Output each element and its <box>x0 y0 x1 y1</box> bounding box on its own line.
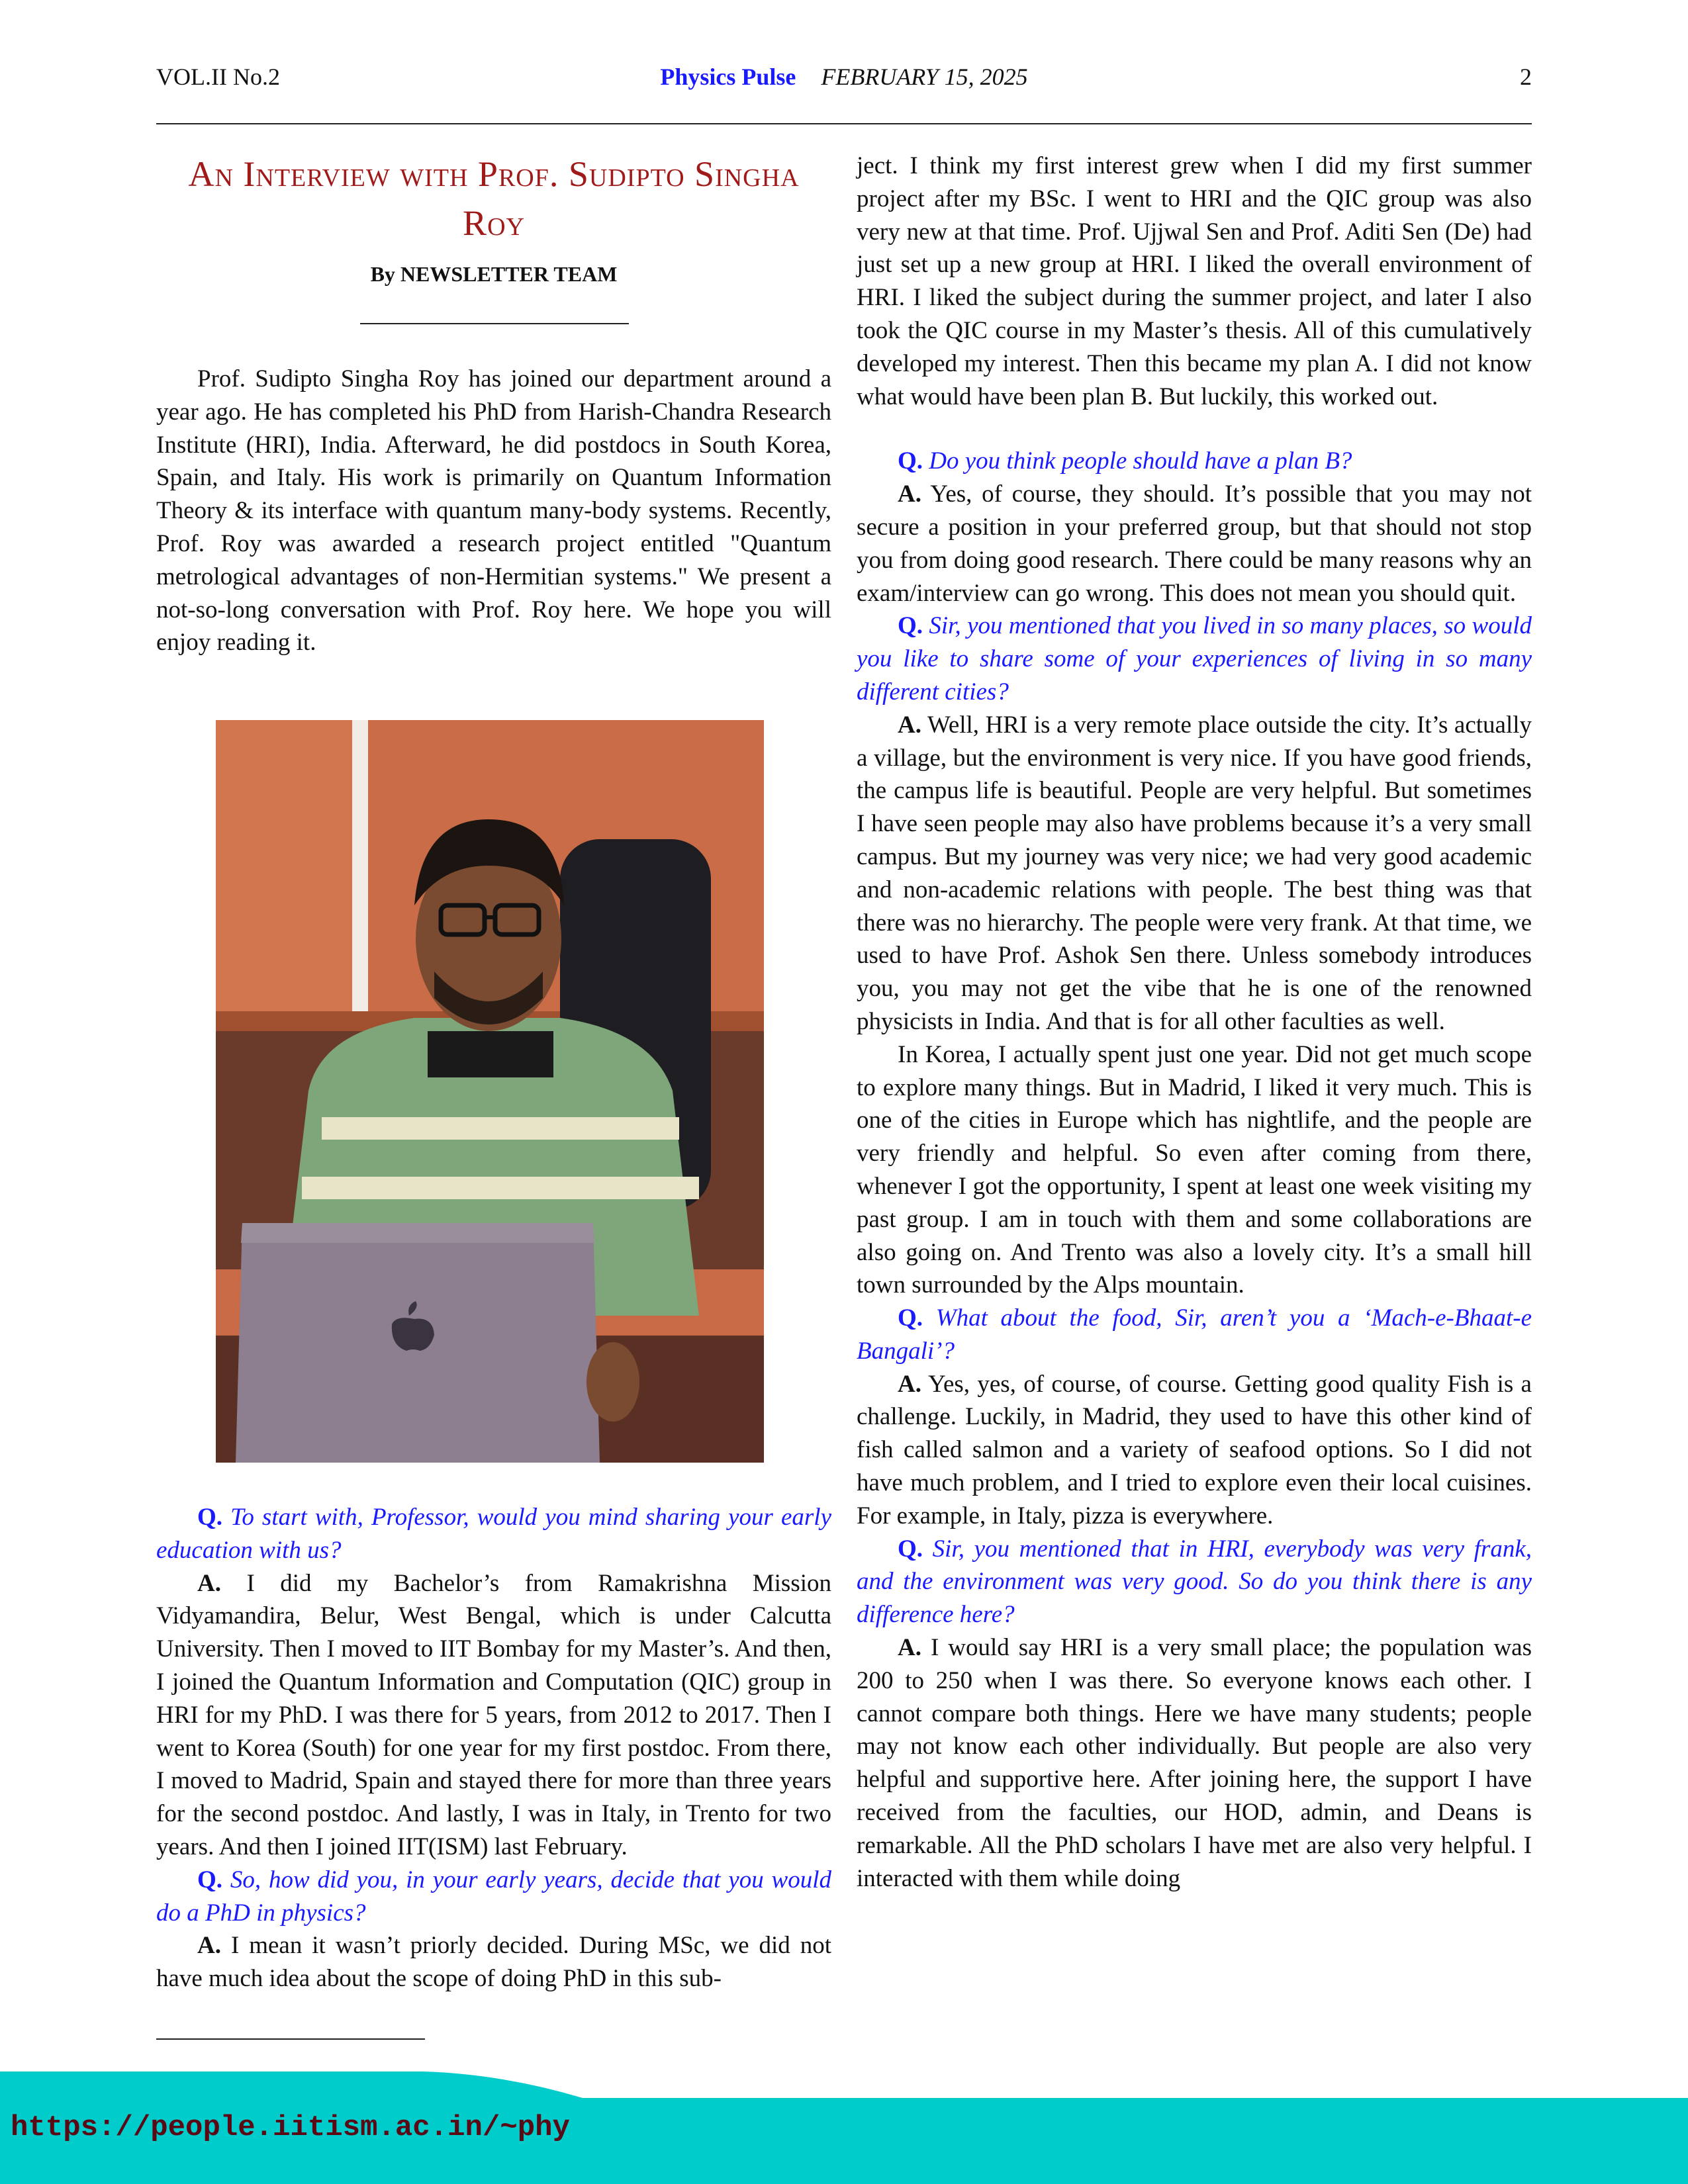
q-label: Q. <box>898 612 923 640</box>
question-hri-difference <box>857 1533 1532 1631</box>
answer-continuation: ject. I think my first interest grew when I did my first summer project after my BSc. I went to HRI and the QIC group was also very new at that time. Prof. Ujjwal Sen and Prof. Aditi Sen (De) had just set up a new group at HRI. I liked the overall environment of HRI. I liked the subject during the summer project, and later I also took the QIC course in my Master’s thesis. All of this cumulatively developed my interest. Then this became my plan A. I did not know what would have been plan B. But luckily, this worked out. <box>857 152 1532 410</box>
answer-plan-b <box>857 478 1532 610</box>
question-early-education <box>156 1501 831 1567</box>
page-number: 2 <box>1520 64 1532 90</box>
answer-text: Yes, of course, they should. It’s possible that you may not secure a position in your preferred group, but that should not stop you from doing good research. There could be many reasons why an exam/interview can go wrong. This does not mean you should quit. <box>857 480 1532 607</box>
right-column <box>857 150 1532 1895</box>
q-label: Q. <box>197 1504 223 1531</box>
question-food <box>857 1302 1532 1368</box>
answer-cities <box>857 709 1532 1038</box>
article-title: An Interview with Prof. Sudipto Singha Roy <box>188 154 800 243</box>
question-text: To start with, Professor, would you mind sharing your early education with us? <box>156 1504 832 1564</box>
question-text: What about the food, Sir, aren’t you a ‘Mach-e-Bhaat-e Bangali’? <box>857 1304 1532 1365</box>
answer-hri-difference <box>857 1631 1532 1895</box>
question-text: Do you think people should have a plan B? <box>929 447 1352 475</box>
header-divider <box>156 123 1532 124</box>
answer-text: Well, HRI is a very remote place outside the city. It’s actually a village, but the environment is very nice. If you have good friends, the campus life is beautiful. People are very helpful. But sometimes I have seen people may also have problems because it’s a very small campus. But my journey was very nice; we had very good academic and non-academic relations with people. The best thing was that there was no hierarchy. The people were very frank. At that time, we used to have Prof. Ashok Sen there. Unless somebody introduces you, you may not get the vibe that he is one of the renowned physicists in India. And that is for all other faculties as well. <box>857 711 1532 1035</box>
answer-phd-decision <box>156 1929 831 1995</box>
volume-label: VOL.II No.2 <box>156 64 280 90</box>
answer-cities-continued: In Korea, I actually spent just one year. Did not get much scope to explore many things. But in Madrid, I liked it very much. This is one of the cities in Europe which has nightlife, and the people are very friendly and helpful. So even after coming from there, whenever I got the opportunity, I spent at least one week visiting my past group. I am in touch with them and some collaborations are also going on. And Trento was also a lovely city. It’s a small hill town surrounded by the Alps mountain. <box>857 1040 1532 1299</box>
magazine-name[interactable]: Physics Pulse <box>660 64 796 90</box>
a-label: A. <box>898 1634 921 1662</box>
answer-text: I did my Bachelor’s from Ramakrishna Mission Vidyamandira, Belur, West Bengal, which is under Calcutta University. Then I moved to IIT Bombay for my Master’s. And then, I joined the Quantum Information and Computation (QIC) group in HRI for my PhD. I was there for 5 years, from 2012 to 2017. Then I went to Korea (South) for one year for my first postdoc. From there, I moved to Madrid, Spain and stayed there for more than three years for the second postdoc. And lastly, I was in Italy, in Trento for two years. And then I joined IIT(ISM) last February. <box>156 1569 831 1860</box>
answer-text: I would say HRI is a very small place; the population was 200 to 250 when I was there. So everyone knows each other. I cannot compare both things. Here we have many students; people may not know each other individually. But people are also very helpful and supportive here. After joining here, the support I have received from the faculties, our HOD, admin, and Deans is remarkable. All the PhD scholars I have met are also very helpful. I interacted with them while doing <box>857 1634 1532 1892</box>
q-label: Q. <box>197 1866 223 1893</box>
left-qa-section <box>156 1501 831 1995</box>
question-text: Sir, you mentioned that you lived in so many places, so would you like to share some of your experiences of living in so many different cities? <box>857 612 1532 705</box>
question-plan-b <box>857 445 1532 478</box>
question-phd-decision <box>156 1864 831 1930</box>
article-byline: By NEWSLETTER TEAM <box>370 262 618 286</box>
issue-date: FEBRUARY 15, 2025 <box>821 64 1028 90</box>
question-text: So, how did you, in your early years, decide that you would do a PhD in physics? <box>156 1866 831 1927</box>
answer-early-education <box>156 1567 831 1864</box>
a-label: A. <box>898 480 921 508</box>
byline-divider <box>360 323 629 324</box>
q-label: Q. <box>898 1535 923 1563</box>
question-cities <box>857 610 1532 708</box>
spacer <box>857 413 1532 445</box>
a-label: A. <box>197 1569 221 1597</box>
a-label: A. <box>197 1932 221 1960</box>
masthead <box>0 65 1688 89</box>
intro-section <box>156 363 831 659</box>
website-link[interactable]: https://people.iitism.ac.in/~phy <box>11 2111 570 2144</box>
a-label: A. <box>898 1370 921 1398</box>
q-label: Q. <box>898 447 923 475</box>
intro-paragraph: Prof. Sudipto Singha Roy has joined our department around a year ago. He has completed his PhD from Harish-Chandra Research Institute (HRI), India. Afterward, he did postdocs in South Korea, Spain, and Italy. His work is primarily on Quantum Information Theory & its interface with quantum many-body systems. Recently, Prof. Roy was awarded a research project entitled "Quantum metrological advantages of non-Hermitian systems." We present a not-so-long conversation with Prof. Roy here. We hope you will enjoy reading it. <box>156 365 831 657</box>
answer-text: Yes, yes, of course, of course. Getting good quality Fish is a challenge. Luckily, in Madrid, they used to have this other kind of fish called salmon and a variety of seafood options. So I did not have much problem, and I tried to explore even their local cuisines. For example, in Italy, pizza is everywhere. <box>857 1370 1532 1529</box>
footnote-divider <box>156 2038 425 2040</box>
q-label: Q. <box>898 1304 923 1332</box>
question-text: Sir, you mentioned that in HRI, everybody was very frank, and the environment was very good. So do you think there is any difference here? <box>857 1535 1532 1629</box>
portrait-photo <box>216 720 764 1463</box>
answer-text: I mean it wasn’t priorly decided. During MSc, we did not have much idea about the scope of doing PhD in this sub- <box>156 1932 832 1993</box>
answer-food <box>857 1368 1532 1533</box>
a-label: A. <box>898 711 921 739</box>
